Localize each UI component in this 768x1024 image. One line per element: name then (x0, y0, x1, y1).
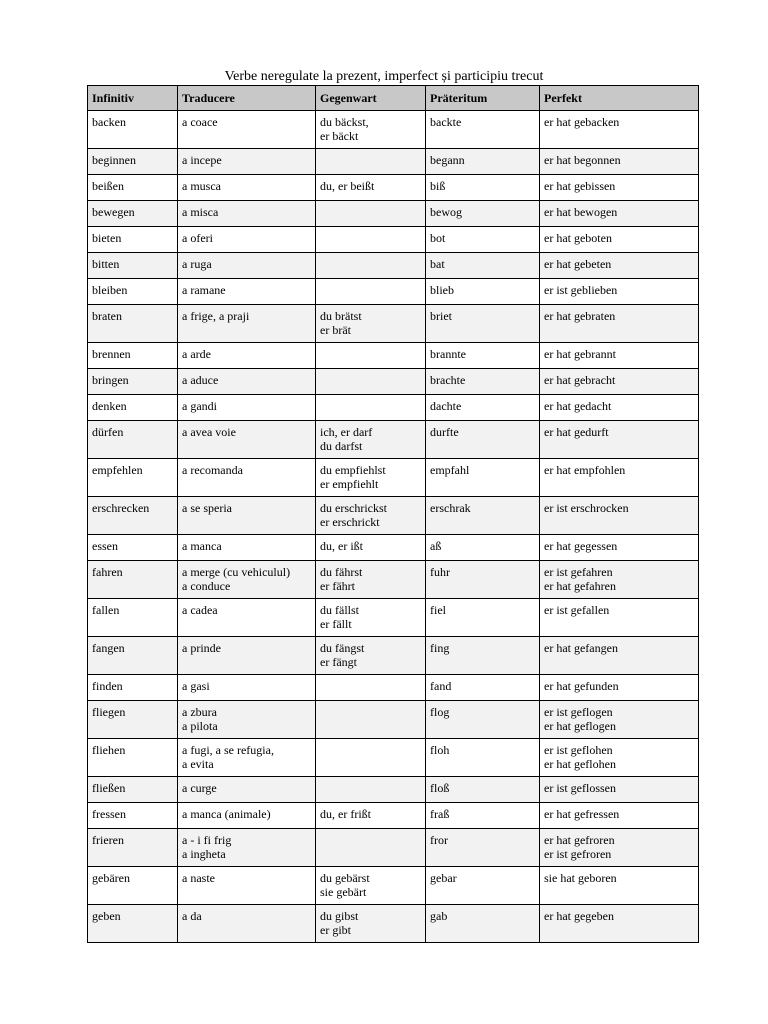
traducere-line: a pilota (182, 719, 218, 733)
cell-prateritum: aß (426, 535, 540, 561)
cell-gegenwart (316, 201, 426, 227)
perfekt-line: er hat empfohlen (544, 463, 626, 477)
cell-traducere (178, 421, 316, 459)
cell-infinitiv: fangen (88, 637, 178, 675)
cell-prateritum: gebar (426, 867, 540, 905)
perfekt-line: er hat gefressen (544, 807, 620, 821)
gegenwart-line: du, er ißt (320, 539, 363, 553)
cell-prateritum: briet (426, 305, 540, 343)
traducere-line: a fugi, a se refugia, (182, 743, 274, 757)
header-traducere: Traducere (178, 86, 316, 111)
cell-infinitiv: gebären (88, 867, 178, 905)
cell-prateritum: durfte (426, 421, 540, 459)
cell-gegenwart (316, 459, 426, 497)
cell-traducere (178, 535, 316, 561)
cell-infinitiv: fressen (88, 803, 178, 829)
cell-infinitiv: fallen (88, 599, 178, 637)
cell-traducere (178, 637, 316, 675)
cell-prateritum: fiel (426, 599, 540, 637)
cell-gegenwart (316, 829, 426, 867)
table-row (88, 637, 699, 675)
cell-gegenwart (316, 701, 426, 739)
traducere-line: a merge (cu vehiculul) (182, 565, 291, 579)
traducere-line: a musca (182, 179, 221, 193)
cell-prateritum: erschrak (426, 497, 540, 535)
gegenwart-line: du brätst (320, 309, 362, 323)
cell-traducere (178, 459, 316, 497)
cell-perfekt (540, 459, 699, 497)
gegenwart-line: du fängst (320, 641, 365, 655)
gegenwart-line: du, er frißt (320, 807, 371, 821)
perfekt-line: er hat bewogen (544, 205, 618, 219)
cell-prateritum: brachte (426, 369, 540, 395)
cell-prateritum: backte (426, 111, 540, 149)
traducere-line: a misca (182, 205, 219, 219)
perfekt-line: er ist geflogen (544, 705, 613, 719)
cell-infinitiv: brennen (88, 343, 178, 369)
table-row (88, 343, 699, 369)
cell-gegenwart (316, 175, 426, 201)
table-row (88, 497, 699, 535)
cell-infinitiv: bitten (88, 253, 178, 279)
traducere-line: a evita (182, 757, 214, 771)
traducere-line: a curge (182, 781, 217, 795)
cell-prateritum: floh (426, 739, 540, 777)
gegenwart-line: du fällst (320, 603, 359, 617)
cell-traducere (178, 599, 316, 637)
cell-traducere (178, 201, 316, 227)
cell-infinitiv: fahren (88, 561, 178, 599)
cell-perfekt (540, 343, 699, 369)
cell-traducere (178, 369, 316, 395)
cell-perfekt (540, 637, 699, 675)
cell-prateritum: floß (426, 777, 540, 803)
cell-gegenwart (316, 803, 426, 829)
gegenwart-line: du fährst (320, 565, 363, 579)
cell-perfekt (540, 561, 699, 599)
perfekt-line: er hat gebacken (544, 115, 620, 129)
gegenwart-line: du gibst (320, 909, 359, 923)
traducere-line: a manca (182, 539, 222, 553)
cell-gegenwart (316, 421, 426, 459)
table-row (88, 369, 699, 395)
header-infinitiv: Infinitiv (88, 86, 178, 111)
table-header (88, 86, 699, 111)
table-row (88, 279, 699, 305)
traducere-line: a recomanda (182, 463, 243, 477)
cell-infinitiv: bringen (88, 369, 178, 395)
cell-perfekt (540, 701, 699, 739)
table-row (88, 535, 699, 561)
gegenwart-line: er erschrickt (320, 515, 380, 529)
cell-gegenwart (316, 279, 426, 305)
table-row (88, 395, 699, 421)
perfekt-line: er hat gebrannt (544, 347, 616, 361)
cell-perfekt (540, 803, 699, 829)
cell-prateritum: bot (426, 227, 540, 253)
cell-infinitiv: fliehen (88, 739, 178, 777)
cell-infinitiv: denken (88, 395, 178, 421)
cell-infinitiv: beginnen (88, 149, 178, 175)
cell-traducere (178, 149, 316, 175)
table-row (88, 201, 699, 227)
perfekt-line: er hat gefroren (544, 833, 615, 847)
traducere-line: a incepe (182, 153, 222, 167)
cell-traducere (178, 829, 316, 867)
cell-prateritum: brannte (426, 343, 540, 369)
traducere-line: a ingheta (182, 847, 226, 861)
header-gegenwart: Gegenwart (316, 86, 426, 111)
cell-infinitiv: erschrecken (88, 497, 178, 535)
perfekt-line: er ist gefahren (544, 565, 613, 579)
traducere-line: a conduce (182, 579, 231, 593)
perfekt-line: er hat gebeten (544, 257, 612, 271)
table-row (88, 459, 699, 497)
cell-traducere (178, 497, 316, 535)
cell-perfekt (540, 599, 699, 637)
perfekt-line: er hat geflohen (544, 757, 616, 771)
cell-traducere (178, 905, 316, 943)
perfekt-line: er ist geblieben (544, 283, 618, 297)
traducere-line: a ramane (182, 283, 226, 297)
cell-traducere (178, 175, 316, 201)
cell-gegenwart (316, 497, 426, 535)
cell-gegenwart (316, 343, 426, 369)
cell-traducere (178, 343, 316, 369)
cell-gegenwart (316, 227, 426, 253)
cell-infinitiv: bewegen (88, 201, 178, 227)
cell-perfekt (540, 111, 699, 149)
cell-perfekt (540, 675, 699, 701)
table-row (88, 175, 699, 201)
cell-infinitiv: braten (88, 305, 178, 343)
cell-perfekt (540, 535, 699, 561)
cell-traducere (178, 111, 316, 149)
cell-infinitiv: essen (88, 535, 178, 561)
cell-prateritum: fand (426, 675, 540, 701)
cell-perfekt (540, 253, 699, 279)
table-body (88, 111, 699, 943)
table-row (88, 253, 699, 279)
perfekt-line: er hat gegeben (544, 909, 614, 923)
cell-perfekt (540, 395, 699, 421)
traducere-line: a gasi (182, 679, 210, 693)
traducere-line: a aduce (182, 373, 219, 387)
cell-infinitiv: geben (88, 905, 178, 943)
cell-perfekt (540, 149, 699, 175)
cell-gegenwart (316, 395, 426, 421)
cell-perfekt (540, 739, 699, 777)
gegenwart-line: er bäckt (320, 129, 359, 143)
cell-gegenwart (316, 867, 426, 905)
cell-infinitiv: empfehlen (88, 459, 178, 497)
perfekt-line: er ist gefallen (544, 603, 610, 617)
traducere-line: a - i fi frig (182, 833, 232, 847)
cell-traducere (178, 279, 316, 305)
perfekt-line: sie hat geboren (544, 871, 617, 885)
header-row (88, 86, 699, 111)
cell-perfekt (540, 905, 699, 943)
cell-prateritum: fing (426, 637, 540, 675)
cell-perfekt (540, 497, 699, 535)
cell-traducere (178, 253, 316, 279)
header-prateritum: Präteritum (426, 86, 540, 111)
traducere-line: a cadea (182, 603, 218, 617)
cell-perfekt (540, 829, 699, 867)
cell-gegenwart (316, 369, 426, 395)
cell-perfekt (540, 175, 699, 201)
table-row (88, 675, 699, 701)
table-row (88, 561, 699, 599)
perfekt-line: er hat gebraten (544, 309, 616, 323)
perfekt-line: er hat gedurft (544, 425, 609, 439)
traducere-line: a oferi (182, 231, 213, 245)
cell-gegenwart (316, 777, 426, 803)
cell-prateritum: fror (426, 829, 540, 867)
cell-infinitiv: bieten (88, 227, 178, 253)
cell-perfekt (540, 867, 699, 905)
gegenwart-line: er fängt (320, 655, 357, 669)
perfekt-line: er ist geflohen (544, 743, 613, 757)
perfekt-line: er hat gefangen (544, 641, 618, 655)
table-row (88, 777, 699, 803)
cell-perfekt (540, 777, 699, 803)
traducere-line: a frige, a praji (182, 309, 250, 323)
perfekt-line: er hat gedacht (544, 399, 612, 413)
traducere-line: a manca (animale) (182, 807, 271, 821)
perfekt-line: er hat geboten (544, 231, 612, 245)
cell-gegenwart (316, 905, 426, 943)
cell-perfekt (540, 421, 699, 459)
cell-gegenwart (316, 739, 426, 777)
table-row (88, 867, 699, 905)
traducere-line: a arde (182, 347, 211, 361)
gegenwart-line: ich, er darf (320, 425, 373, 439)
cell-gegenwart (316, 675, 426, 701)
verbs-table (87, 85, 699, 943)
traducere-line: a zbura (182, 705, 217, 719)
cell-infinitiv: beißen (88, 175, 178, 201)
cell-perfekt (540, 227, 699, 253)
cell-infinitiv: backen (88, 111, 178, 149)
cell-prateritum: flog (426, 701, 540, 739)
cell-gegenwart (316, 305, 426, 343)
cell-prateritum: dachte (426, 395, 540, 421)
traducere-line: a coace (182, 115, 218, 129)
table-row (88, 227, 699, 253)
cell-perfekt (540, 369, 699, 395)
table-row (88, 905, 699, 943)
gegenwart-line: du darfst (320, 439, 363, 453)
cell-infinitiv: finden (88, 675, 178, 701)
gegenwart-line: du bäckst, (320, 115, 369, 129)
gegenwart-line: er empfiehlt (320, 477, 379, 491)
cell-gegenwart (316, 111, 426, 149)
gegenwart-line: sie gebärt (320, 885, 367, 899)
cell-traducere (178, 227, 316, 253)
cell-perfekt (540, 279, 699, 305)
cell-traducere (178, 395, 316, 421)
cell-gegenwart (316, 535, 426, 561)
gegenwart-line: du gebärst (320, 871, 370, 885)
cell-infinitiv: frieren (88, 829, 178, 867)
cell-prateritum: begann (426, 149, 540, 175)
cell-traducere (178, 675, 316, 701)
perfekt-line: er ist erschrocken (544, 501, 629, 515)
cell-prateritum: fraß (426, 803, 540, 829)
cell-perfekt (540, 201, 699, 227)
cell-perfekt (540, 305, 699, 343)
perfekt-line: er ist geflossen (544, 781, 616, 795)
gegenwart-line: du erschrickst (320, 501, 387, 515)
traducere-line: a naste (182, 871, 215, 885)
perfekt-line: er hat gefunden (544, 679, 619, 693)
traducere-line: a avea voie (182, 425, 236, 439)
gegenwart-line: er fällt (320, 617, 352, 631)
perfekt-line: er hat geflogen (544, 719, 616, 733)
header-perfekt: Perfekt (540, 86, 699, 111)
gegenwart-line: du empfiehlst (320, 463, 386, 477)
cell-gegenwart (316, 637, 426, 675)
traducere-line: a ruga (182, 257, 212, 271)
cell-infinitiv: bleiben (88, 279, 178, 305)
cell-prateritum: gab (426, 905, 540, 943)
cell-prateritum: empfahl (426, 459, 540, 497)
cell-gegenwart (316, 253, 426, 279)
cell-infinitiv: fließen (88, 777, 178, 803)
page-title: Verbe neregulate la prezent, imperfect și participiu trecut (224, 69, 544, 84)
perfekt-line: er hat gegessen (544, 539, 618, 553)
cell-traducere (178, 777, 316, 803)
cell-gegenwart (316, 561, 426, 599)
cell-traducere (178, 561, 316, 599)
cell-traducere (178, 305, 316, 343)
table-row (88, 803, 699, 829)
cell-infinitiv: dürfen (88, 421, 178, 459)
perfekt-line: er hat gebracht (544, 373, 616, 387)
perfekt-line: er hat gefahren (544, 579, 616, 593)
table-row (88, 305, 699, 343)
cell-prateritum: bat (426, 253, 540, 279)
cell-traducere (178, 701, 316, 739)
cell-traducere (178, 739, 316, 777)
gegenwart-line: er gibt (320, 923, 351, 937)
table-row (88, 599, 699, 637)
gegenwart-line: er brät (320, 323, 351, 337)
cell-prateritum: biß (426, 175, 540, 201)
cell-traducere (178, 803, 316, 829)
traducere-line: a gandi (182, 399, 217, 413)
gegenwart-line: du, er beißt (320, 179, 375, 193)
cell-infinitiv: fliegen (88, 701, 178, 739)
cell-prateritum: blieb (426, 279, 540, 305)
perfekt-line: er hat begonnen (544, 153, 621, 167)
gegenwart-line: er fährt (320, 579, 355, 593)
cell-gegenwart (316, 149, 426, 175)
table-row (88, 739, 699, 777)
cell-prateritum: fuhr (426, 561, 540, 599)
cell-prateritum: bewog (426, 201, 540, 227)
traducere-line: a da (182, 909, 202, 923)
perfekt-line: er ist gefroren (544, 847, 612, 861)
table-row (88, 701, 699, 739)
table-row (88, 829, 699, 867)
table-row (88, 149, 699, 175)
table-row (88, 111, 699, 149)
traducere-line: a prinde (182, 641, 221, 655)
perfekt-line: er hat gebissen (544, 179, 616, 193)
cell-gegenwart (316, 599, 426, 637)
traducere-line: a se speria (182, 501, 232, 515)
cell-traducere (178, 867, 316, 905)
table-row (88, 421, 699, 459)
